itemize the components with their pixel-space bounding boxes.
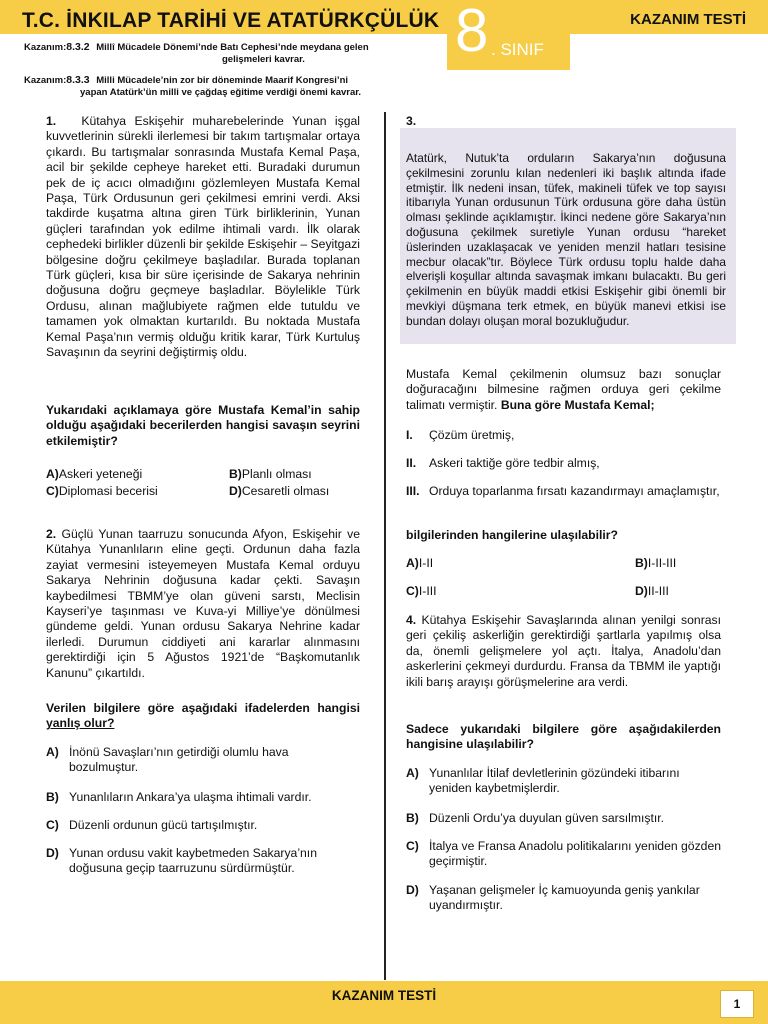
grade-label: . SINIF (491, 40, 544, 59)
page-title: T.C. İNKILAP TARİHİ VE ATATÜRKÇÜLÜK (22, 9, 440, 32)
option-text: Askeri yeteneği (58, 467, 143, 481)
option-text: Yunan ordusu vakit kaybetmeden Sakarya’nın doğusuna geçip taarruzunu sürdürmüştür. (69, 846, 317, 876)
option-b[interactable] (635, 556, 676, 571)
question-3-box-text: Atatürk, Nutuk’ta orduların Sakarya’nın doğusuna çekilmesini zorunlu kılan nedenleri iki başlık altında ifade etmiştir. İlk nedeni insan, tüfek, makineli tüfek ve top sayısı itibarıyla Yunan ordusunun Türk ordusuna göre daha üstün olması şeklinde açıklamıştır. İkinci nedene göre Sakarya’nın doğusuna çekilmek suretiyle Yunan ordusu “hareket üslerinden uzaklaşacak ve yeniden menzil hatları tesisine mecbur olacak”tır. Böylece Türk ordusu toplu halde daha elverişli koşullar altında savaşmak imkanı bulacaktı. Bu geri çekilmenin en büyük maddi etkisi Eskişehir gibi önemli bir mevkiyi düşmana terk etmek, en büyük manevi etkisi ise bundan dolayı oluşan moral bozukluğudur. (406, 151, 726, 328)
question-1-text: Kütahya Eskişehir muharebelerinde Yunan işgal kuvvetlerinin sürekli ilerlemesi bir takım tartışmalar ortaya çıkardı. Bu tartışmalar sonrasında Mustafa Kemal Paşa, acil bir şekilde cepheye hareket etti. Buradaki durumun pek de iç acıcı olmadığını gözlemleyen Mustafa Kemal Paşa, Türk Ordusunun geri çekilmesi emrini verdi. Aksi takdirde kuşatma altına giren Türk birliklerinin, Yunan güçleri tarafından yok edilme ihtimali vardı. İlk olarak cephedeki birlikler düzenli bir şekilde Eskişehir – Seyitgazi bölgesine doğru çekilmeye başladılar. Burada toplanan Türk güçleri, kısa bir süre içerisinde de Sakarya nehrinin doğusuna doğru geçmeye başladılar. Böylelikle Türk Ordusu, alınan mağlubiyete rağmen elde tutuldu ve tamamen yok olmaktan kurtarıldı. Bu noktada Mustafa Kemal Paşa’nın vermiş olduğu kritik karar, Türk Kurtuluş Savaşının da seyrini değiştirmiş oldu. (46, 114, 360, 360)
kazanim-text: Milli Mücadele’nin zor bir döneminde Maarif Kongresi’ni (96, 75, 349, 86)
question-number: 4. (406, 613, 417, 627)
option-d[interactable] (635, 584, 669, 599)
option-text: Yunanlıların Ankara’ya ulaşma ihtimali vardır. (69, 790, 312, 804)
question-3-text-bold: Buna göre Mustafa Kemal; (500, 397, 655, 412)
option-label: A) (46, 467, 59, 481)
option-label: A) (406, 556, 419, 570)
option-label: C) (406, 584, 419, 598)
kazanim-2 (24, 74, 361, 99)
kazanim-code: 8.3.3 (66, 74, 90, 86)
kazanim-prefix: Kazanım: (24, 75, 67, 86)
question-2-question: Verilen bilgilere göre aşağıdaki ifadelerden hangisi (46, 701, 360, 715)
option-text: İnönü Savaşları’nın getirdiği olumlu hava bozulmuştur. (69, 745, 289, 775)
question-4-stem (406, 722, 721, 753)
option-label: D) (406, 883, 419, 897)
question-number: 3. (406, 114, 417, 128)
item-label: I. (406, 428, 413, 442)
question-2-text: Güçlü Yunan taarruzu sonucunda Afyon, Eskişehir ve Kütahya Yunanlıların eline geçti. Ordunun daha fazla zayiat vermesini isteyemeyen Mustafa Kemal orduyu Sakarya Nehrinin doğusuna kadar çekti. Savaşın kaybedilmesi TBMM’ye olan güveni sarstı, Meclisin Kayseri’ye taşınması ve Kuva-yi Milliye’ye dönülmesi gündeme geldi. Yunan ordusu Sakarya Nehrine kadar ilerledi. Durumun ciddiyeti ani kararlar alınmasını gerektirdiği için 5 Ağustos 1921’de “Başkomutanlık Kanunu” çıkartıldı. (46, 527, 360, 680)
q4-option-b[interactable] (406, 811, 721, 826)
question-2-underlined: yanlış olur? (46, 716, 115, 731)
item-text: Orduya toparlanma fırsatı kazandırmayı amaçlamıştır, (429, 484, 720, 498)
question-3-text: Mustafa Kemal çekilmenin olumsuz bazı sonuçlar doğuracağını bilmesine rağmen orduya geri çekilme talimatı vermiştir. (406, 367, 721, 412)
question-number: 2. (46, 527, 57, 541)
question-3-options (406, 556, 721, 600)
q4-option-c[interactable] (406, 839, 721, 870)
page-number: 1 (720, 990, 754, 1018)
question-4-text: Kütahya Eskişehir Savaşlarında alınan yenilgi sonrası geri çekiliş askerliğin gerektirdiği şartlarla yapılmış olsa da, önemli gelişmelere yol açtı. İtalya, Anadolu’dan askerlerini çekmeyi durdurdu. Fransa da TBMM ile yaptığı ikili barış arayışı görüşmelerine ara verdi. (406, 613, 722, 689)
quote-box-text (406, 151, 726, 329)
kazanim-text-cont: gelişmeleri kavrar. (222, 54, 305, 65)
grade-number: 8 (455, 0, 489, 64)
question-number: 1. (46, 114, 57, 128)
option-text: I-II (418, 556, 434, 570)
option-label: B) (406, 811, 419, 825)
option-label: A) (406, 766, 419, 780)
kazanim-prefix: Kazanım: (24, 42, 67, 53)
question-3-stem (406, 528, 721, 543)
q2-option-c[interactable] (46, 818, 360, 833)
question-1-options (46, 467, 360, 501)
option-label: C) (46, 818, 59, 832)
q2-option-d[interactable] (46, 846, 360, 877)
item-ii (406, 456, 721, 471)
option-label: A) (46, 745, 59, 759)
option-b[interactable] (229, 467, 312, 482)
option-text: II-III (647, 584, 669, 598)
option-text: Düzenli ordunun gücü tartışılmıştır. (69, 818, 258, 832)
item-label: III. (406, 484, 420, 498)
option-label: D) (229, 484, 242, 498)
kazanim-text-cont: yapan Atatürk’ün milli ve çağdaş eğitime verdiği önemi kavrar. (80, 87, 362, 98)
question-1-question: Yukarıdaki açıklamaya göre Mustafa Kemal’in sahip olduğu aşağıdaki becerilerden hangisi savaşın seyrini etkilemiştir? (46, 403, 360, 448)
option-a[interactable] (406, 556, 433, 571)
question-2-passage (46, 527, 360, 681)
q4-option-d[interactable] (406, 883, 721, 914)
kazanim-code: 8.3.2 (66, 41, 90, 53)
option-label: B) (635, 556, 648, 570)
kazanim-text: Millî Mücadele Dönemi’nde Batı Cephesi’nde meydana gelen (96, 42, 369, 53)
option-text: Düzenli Ordu’ya duyulan güven sarsılmıştır. (429, 811, 665, 825)
item-label: II. (406, 456, 417, 470)
question-4-question: Sadece yukarıdaki bilgilere göre aşağıdakilerden hangisine ulaşılabilir? (406, 722, 721, 752)
item-i (406, 428, 721, 443)
option-label: C) (46, 484, 59, 498)
item-iii (406, 484, 721, 499)
q4-option-a[interactable] (406, 766, 721, 797)
footer-label: KAZANIM TESTİ (331, 988, 437, 1003)
q2-option-b[interactable] (46, 790, 360, 805)
option-a[interactable] (46, 467, 142, 482)
option-text: Planlı olması (241, 467, 312, 481)
question-1-stem (46, 403, 360, 449)
q2-option-a[interactable] (46, 745, 360, 776)
option-text: Cesaretli olması (241, 484, 330, 498)
question-3-passage (406, 367, 721, 413)
option-label: D) (635, 584, 648, 598)
item-text: Çözüm üretmiş, (429, 428, 515, 442)
option-c[interactable] (46, 484, 158, 499)
item-text: Askeri taktiğe göre tedbir almış, (429, 456, 600, 470)
question-1-passage (46, 114, 360, 361)
option-text: I-III (418, 584, 437, 598)
option-text: Diplomasi becerisi (58, 484, 158, 498)
option-c[interactable] (406, 584, 436, 599)
question-4-passage (406, 613, 721, 690)
column-divider (384, 112, 386, 980)
option-label: B) (46, 790, 59, 804)
option-text: Yaşanan gelişmeler İç kamuoyunda geniş yankılar uyandırmıştır. (429, 883, 700, 913)
option-label: C) (406, 839, 419, 853)
option-label: D) (46, 846, 59, 860)
test-label: KAZANIM TESTİ (630, 11, 746, 28)
option-text: I-II-III (647, 556, 677, 570)
option-text: Yunanlılar İtilaf devletlerinin gözündeki itibarını yeniden kaybetmişlerdir. (429, 766, 680, 796)
option-text: İtalya ve Fransa Anadolu politikalarını yeniden gözden geçirmiştir. (429, 839, 722, 869)
question-2-stem (46, 701, 360, 732)
option-label: B) (229, 467, 242, 481)
question-3-question: bilgilerinden hangilerine ulaşılabilir? (406, 528, 618, 542)
option-d[interactable] (229, 484, 329, 499)
kazanim-1 (24, 41, 369, 66)
